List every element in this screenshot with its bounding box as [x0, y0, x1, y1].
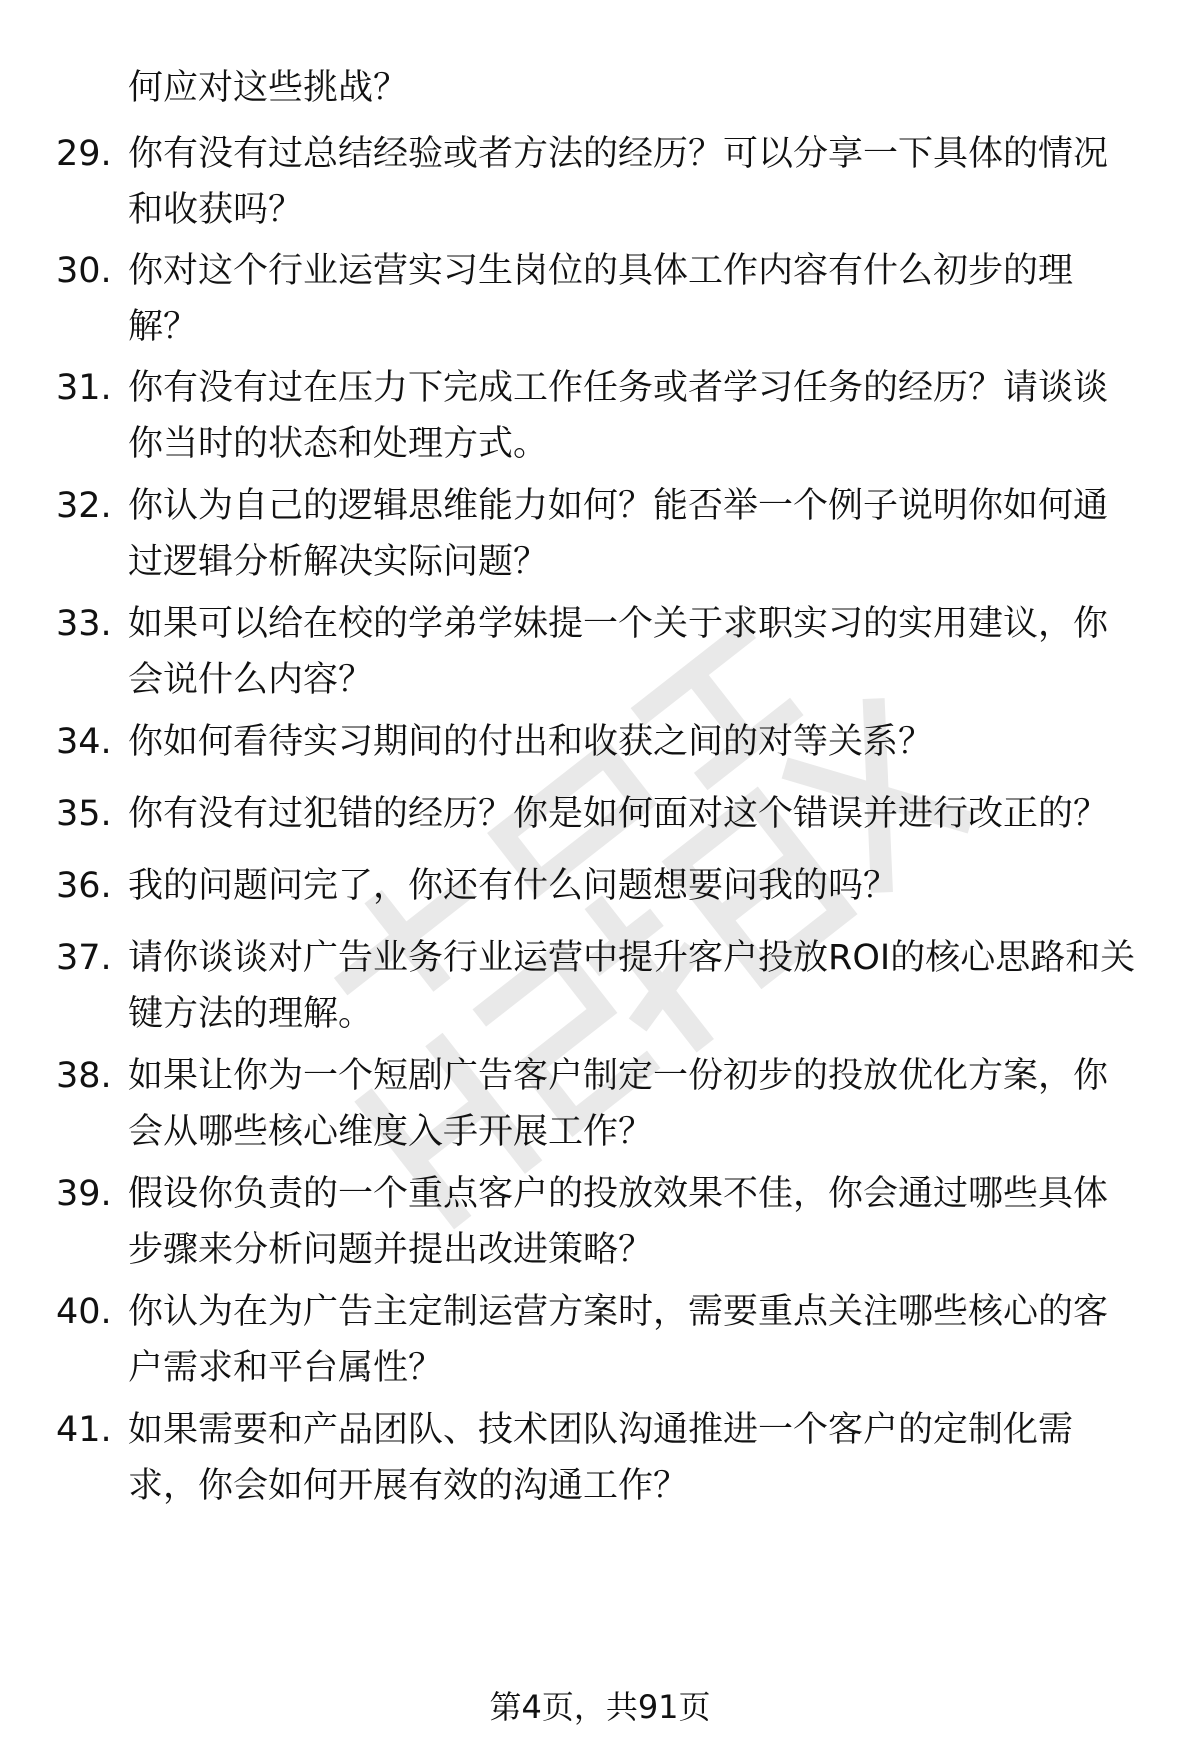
item-text: 如果可以给在校的学弟学妹提一个关于求职实习的实用建议，你会说什么内容？ [128, 604, 1109, 700]
item-number: 30. [56, 251, 112, 291]
item-text: 请你谈谈对广告业务行业运营中提升客户投放ROI的核心思路和关键方法的理解。 [128, 938, 1136, 1034]
item-number: 36. [56, 866, 112, 906]
item-number: 33. [56, 604, 112, 644]
item-number: 29. [56, 134, 112, 174]
item-number: 37. [56, 938, 112, 978]
item-number: 31. [56, 368, 112, 408]
item-text: 你有没有过犯错的经历？你是如何面对这个错误并进行改正的？ [128, 794, 1109, 834]
item-text: 假设你负责的一个重点客户的投放效果不佳，你会通过哪些具体步骤来分析问题并提出改进策略？ [128, 1174, 1109, 1270]
item-text: 我的问题问完了，你还有什么问题想要问我的吗？ [128, 866, 899, 906]
item-number: 32. [56, 486, 112, 526]
item-number: 41. [56, 1410, 112, 1450]
item-number: 38. [56, 1056, 112, 1096]
page-footer: 第4页，共91页 [489, 1688, 711, 1726]
item-text: 你认为自己的逻辑思维能力如何？能否举一个例子说明你如何通过逻辑分析解决实际问题？ [128, 486, 1109, 582]
item-number: 40. [56, 1292, 112, 1332]
continuation-line: 何应对这些挑战？ [128, 68, 409, 108]
item-text: 如果让你为一个短剧广告客户制定一份初步的投放优化方案，你会从哪些核心维度入手开展工作？ [128, 1056, 1109, 1152]
item-number: 34. [56, 722, 112, 762]
item-text: 你对这个行业运营实习生岗位的具体工作内容有什么初步的理解？ [128, 251, 1074, 347]
item-text: 你如何看待实习期间的付出和收获之间的对等关系？ [128, 722, 934, 762]
item-number: 39. [56, 1174, 112, 1214]
item-text: 你有没有过在压力下完成工作任务或者学习任务的经历？请谈谈你当时的状态和处理方式。 [128, 368, 1109, 464]
item-text: 你有没有过总结经验或者方法的经历？可以分享一下具体的情况和收获吗？ [128, 134, 1109, 230]
item-number: 35. [56, 794, 112, 834]
item-text: 你认为在为广告主定制运营方案时，需要重点关注哪些核心的客户需求和平台属性？ [128, 1292, 1109, 1388]
item-text: 如果需要和产品团队、技术团队沟通推进一个客户的定制化需求，你会如何开展有效的沟通工作？ [128, 1410, 1074, 1506]
